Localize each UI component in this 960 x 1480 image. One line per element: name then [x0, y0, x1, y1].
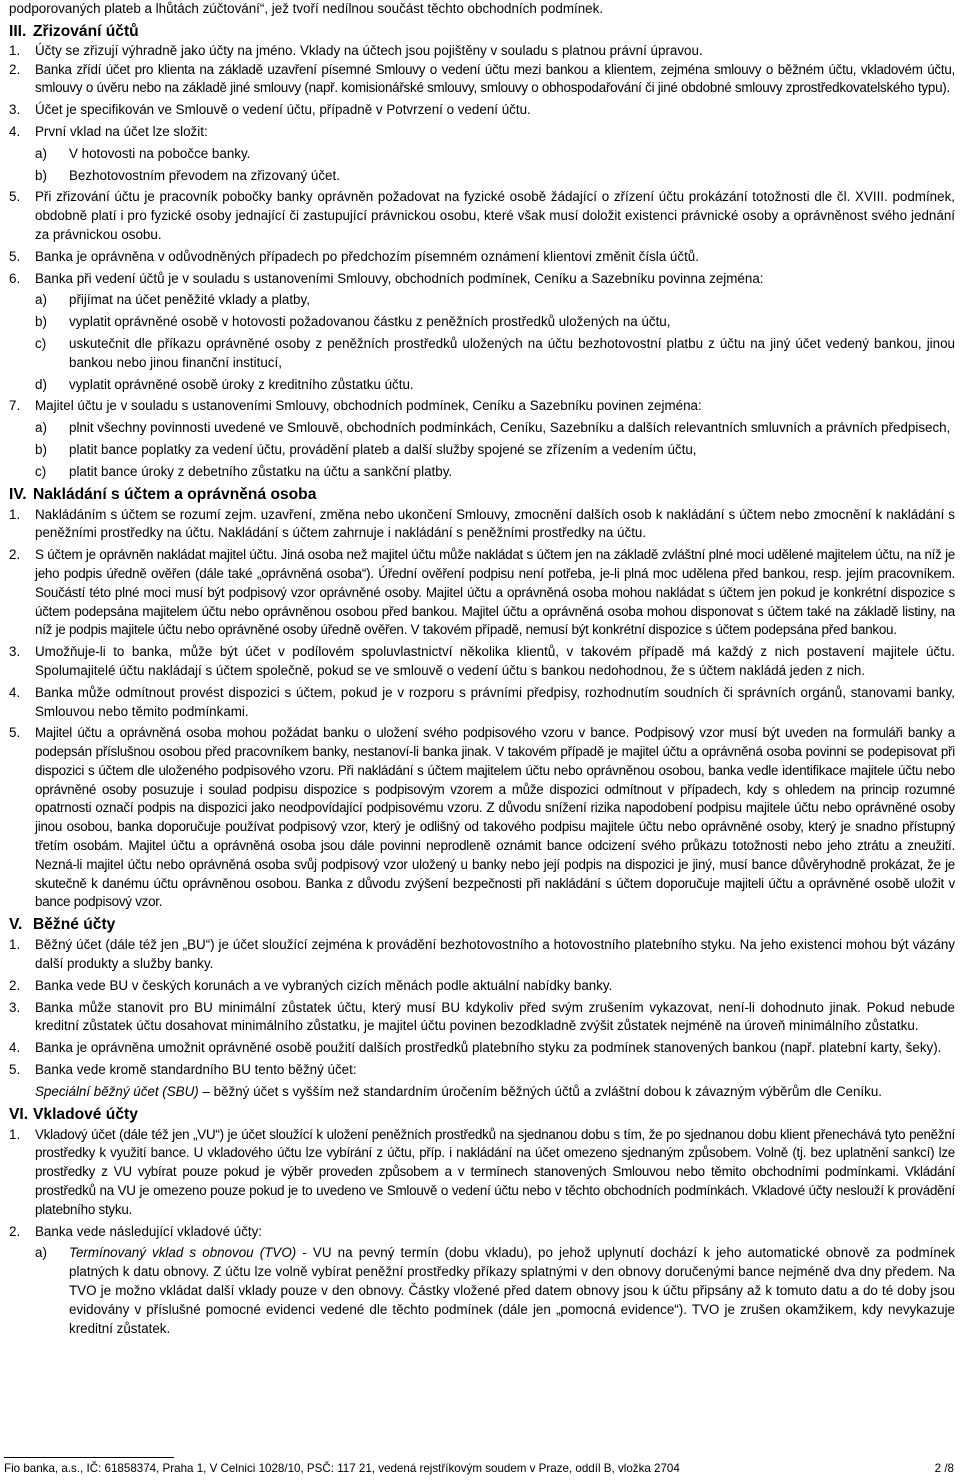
- sub-item: a) plnit všechny povinnosti uvedené ve Smlouvě, obchodních podmínkách, Ceníku, Sazebníku a dalších relevantních smluvních a právních předpisech,: [35, 420, 951, 436]
- sub-item: c) uskutečnit dle příkazu oprávněné osoby z peněžních prostředků uložených na účtu bezhotovostní platbu z účtu na jiný účet vedený bankou, jinou bankou nebo jinou finanční institucí,: [35, 335, 955, 370]
- footer-company-info: Fio banka, a.s., IČ: 61858374, Praha 1, V Celnici 1028/10, PSČ: 117 21, vedená rejstříkovým soudem v Praze, oddíl B, vložka 2704: [4, 1462, 680, 1475]
- sub-item: c) platit bance úroky z debetního zůstatku na účtu a sankční platby.: [35, 463, 453, 479]
- section-number: III.: [9, 22, 27, 40]
- section-heading-v: [9, 915, 955, 935]
- sub-item: a) V hotovosti na pobočce banky.: [35, 145, 251, 161]
- sub-item: b) vyplatit oprávněné osobě v hotovosti požadovanou částku z peněžních prostředků uložených na účtu,: [35, 314, 671, 330]
- section-heading-iv: [9, 485, 955, 505]
- sub-item: b) Bezhotovostním převodem na zřizovaný účet.: [35, 167, 340, 183]
- list-item: 6. Banka při vedení účtů je v souladu s ustanoveními Smlouvy, obchodních podmínek, Ceníku a Sazebníku povinna zejména:: [9, 270, 764, 286]
- sub-item: d) vyplatit oprávněné osobě úroky z kreditního zůstatku účtu.: [35, 376, 414, 392]
- sbu-description: Speciální běžný účet (SBU) – běžný účet s vyšším než standardním úročením běžných účtů a zvláštní dobou k závazným výběrům dle Ceníku.: [35, 1083, 882, 1099]
- list-item: 2. Banka vede následující vkladové účty:: [9, 1223, 263, 1239]
- list-item: 4. Banka může odmítnout provést dispozici s účtem, pokud je v rozporu s právními předpisy, rozhodnutím soudních či správních orgánů, stanovami banky, Smlouvou nebo těmito podmínkami.: [9, 684, 955, 719]
- list-item: 1. Nakládáním s účtem se rozumí zejm. uzavření, změna nebo ukončení Smlouvy, zmocnění dalších osob k nakládání s účtem nebo zmocnění k nakládání s peněžními prostředky na účtu. Nakládání s účtem zahrnuje i nakládání s peněžními prostředky na účtu.: [9, 506, 955, 541]
- list-item: 2. Banka vede BU v českých korunách a ve vybraných cizích měnách podle aktuální nabídky banky.: [9, 977, 613, 993]
- section-title: Zřizování účtů: [33, 22, 139, 40]
- section-number: V.: [9, 916, 23, 934]
- list-item: 1. Účty se zřizují výhradně jako účty na jméno. Vklady na účtech jsou pojištěny v souladu s platnou právní úpravou.: [9, 42, 703, 58]
- sub-item: b) platit bance poplatky za vedení účtu, provádění plateb a další služby spojené se zřízením a vedením účtu,: [35, 441, 697, 457]
- list-item: 3. Účet je specifikován ve Smlouvě o vedení účtu, případně v Potvrzení o vedení účtu.: [9, 102, 531, 118]
- section-heading-iii: [9, 22, 955, 42]
- section-title: Běžné účty: [33, 916, 116, 934]
- list-item: 1. Běžný účet (dále též jen „BU“) je účet sloužící zejména k provádění bezhotovostního a hotovostního platebního styku. Na jeho existenci mohou být vázány další produkty a služby banky.: [9, 937, 955, 972]
- page-footer: [4, 1462, 954, 1475]
- footer-divider: [4, 1457, 174, 1458]
- list-item: 7. Majitel účtu je v souladu s ustanoveními Smlouvy, obchodních podmínek, Ceníku a Sazebníku povinen zejména:: [9, 398, 702, 414]
- sub-item: a) přijímat na účet peněžité vklady a platby,: [35, 292, 310, 308]
- list-item: 5. Při zřizování účtu je pracovník pobočky banky oprávněn požadovat na fyzické osobě žádající o zřízení účtu prokázání totožnosti dle čl. XVIII. podmínek, obdobně platí i pro fyzické osoby jednající či zastupující právnickou osobu, které však musí doložit existenci právnické osoby a oprávněnost svého jednání za právnickou osobu.: [9, 189, 955, 242]
- document-body: [9, 0, 955, 1338]
- sub-item: a) Termínovaný vklad s obnovou (TVO) - VU na pevný termín (dobu vkladu), po jehož uplynutí dochází k jeho automatické obnově za podmínek platných k datu obnovy. Z účtu lze volně vybírat peněžní prostředky příkazy splatnými v den obnovy doručenými bance nejméně dva dny předem. Na TVO je možno vkládat další vklady pouze v den obnovy. Částky vložené před datem obnovy jsou k účtu připsány až k tomuto datu a do té doby jsou evidovány v příslušné pomocné evidenci vedené dle těchto podmínek (dále jen „pomocná evidence“). TVO je zrušen okamžikem, kdy nevykazuje kreditní zůstatek.: [35, 1245, 955, 1336]
- intro-line: podporovaných plateb a lhůtách zúčtování“, jež tvoří nedílnou součást těchto obchodních podmínek.: [9, 1, 604, 16]
- section-title: Vkladové účty: [33, 1105, 138, 1123]
- section-title: Nakládání s účtem a oprávněná osoba: [33, 485, 317, 503]
- list-item: 4. První vklad na účet lze složit:: [9, 123, 208, 139]
- list-item: 4. Banka je oprávněna umožnit oprávněné osobě použití dalších prostředků platebního styku za podmínek stanovených bankou (např. platební karty, šeky).: [9, 1040, 942, 1056]
- list-item: 5. Banka je oprávněna v odůvodněných případech po předchozím písemném oznámení klientovi změnit čísla účtů.: [9, 248, 699, 264]
- list-item: 3. Umožňuje-li to banka, může být účet v podílovém spoluvlastnictví několika klientů, v takovém případě má každý z nich postavení majitele účtu. Spolumajitelé účtu nakládají s účtem společně, pokud se ve smlouvě o vedení účtu s bankou nedohodnou, že s účtem nakládá jeden z nich.: [9, 644, 955, 678]
- sbu-term: Speciální běžný účet (SBU): [35, 1083, 199, 1099]
- list-item: 2. Banka zřídí účet pro klienta na základě uzavření písemné Smlouvy o vedení účtu mezi bankou a klientem, zejména smlouvy o běžném účtu, vkladovém účtu, smlouvy o úvěru nebo na základě jiné smlouvy (např. komisionářské smlouvy, smlouvy o obhospodařování či jiné obdobné smlouvy zprostředkovatelského typu).: [9, 61, 955, 96]
- list-item: 5. Banka vede kromě standardního BU tento běžný účet:: [9, 1062, 357, 1078]
- list-item: 3. Banka může stanovit pro BU minimální zůstatek účtu, který musí BU kdykoliv před svým zrušením vykazovat, není-li dohodnuto jinak. Pokud nebude kreditní zůstatek účtu dosahovat minimálního zůstatku, je majitel účtu povinen bezodkladně zvýšit zůstatek nejméně na úroveň minimálního zůstatku.: [9, 999, 955, 1034]
- list-item: 1. Vkladový účet (dále též jen „VU“) je účet sloužící k uložení peněžních prostředků na sjednanou dobu s tím, že po sjednanou dobu klient přenechává tyto peněžní prostředky k využití bance. U vkladového účtu lze vybírání z účtu, příp. i nakládání na účet omezeno sjednaným způsobem. Volně (tj. bez uplatnění sankcí) lze prostředky z VU vybírat pouze pokud je výběr proveden způsobem a v termínech stanovených Smlouvou nebo těmito obchodními podmínkami. Vkládání prostředků na VU je omezeno pouze pokud je to uvedeno ve Smlouvě o vedení účtu nebo v těchto obchodních podmínkách. Vkladové účty neslouží k provádění platebního styku.: [9, 1126, 955, 1217]
- section-number: VI.: [9, 1105, 29, 1123]
- section-number: IV.: [9, 485, 27, 503]
- list-item: 5. Majitel účtu a oprávněná osoba mohou požádat banku o uložení svého podpisového vzoru v bance. Podpisový vzor musí být uveden na formuláři banky a podepsán příslušnou osobou před pracovníkem banky, nestanoví-li banka jinak. V takovém případě je majitel účtu a oprávněná osoba povinni se podepisovat při dispozici s účtem dle uloženého podpisového vzoru. Při nakládání s účtem majitelem účtu nebo oprávněnou osobou, banka vedle identifikace majitele účtu nebo oprávněné osoby posuzuje i soulad podpisu dispozice s podpisovým vzorem a může dispozici odmítnout v případech, kdy s ohledem na princip rozumné opatrnosti označí podpis na dispozici jako neodpovídající podpisovému vzoru. Z důvodu snížení rizika napodobení podpisu majitele účtu nebo oprávněné osoby jinou osobou, banka doporučuje používat podpisový vzor, který je odlišný od takového podpisu majitele účtu nebo oprávněné osoby, který je snadno přístupný třetím osobám. Majitel účtu a oprávněná osoba jsou dále povinni neprodleně oznámit bance odcizení svého průkazu totožnosti nebo jeho ztrátu a zneužití. Nezná-li majitel účtu nebo oprávněná osoba svůj podpisový vzor uložený u banky nebo její podpis na dispozici je jiný, musí bance důvěryhodně prokázat, že je skutečně k danému účtu oprávněnou osobou. Banka z důvodu zvýšení bezpečnosti při nakládání s účtem doporučuje majiteli účtu a oprávněné osobě uložit v bance podpisový vzor.: [9, 725, 955, 910]
- tvo-term: Termínovaný vklad s obnovou (TVO): [69, 1245, 297, 1261]
- list-item: 2. S účtem je oprávněn nakládat majitel účtu. Jiná osoba než majitel účtu může nakládat s účtem jen na základě zvláštní plné moci udělené majitelem účtu, na níž je jeho podpis úředně ověřen (dále také „oprávněná osoba“). Úřední ověření podpisu není potřeba, je-li plná moc udělena před bankou, resp. jejím pracovníkem. Součástí této plné moci musí být podpisový vzor oprávněné osoby. Majitel účtu a oprávněná osoba mohou nakládat s účtem jen pokud je konkrétní dispozice s účtem podepsána majitelem účtu nebo oprávněnou osobou před bankou. Majitel účtu a oprávněná osoba mohou disponovat s účtem také na základě listiny, na níž je podpis majitele účtu nebo oprávněné osoby úředně ověřen. V takovém případě, nemusí být konkrétní dispozice s účtem podepsána před bankou.: [9, 547, 955, 638]
- page-number: 2 /8: [934, 1462, 954, 1475]
- section-heading-vi: [9, 1105, 955, 1125]
